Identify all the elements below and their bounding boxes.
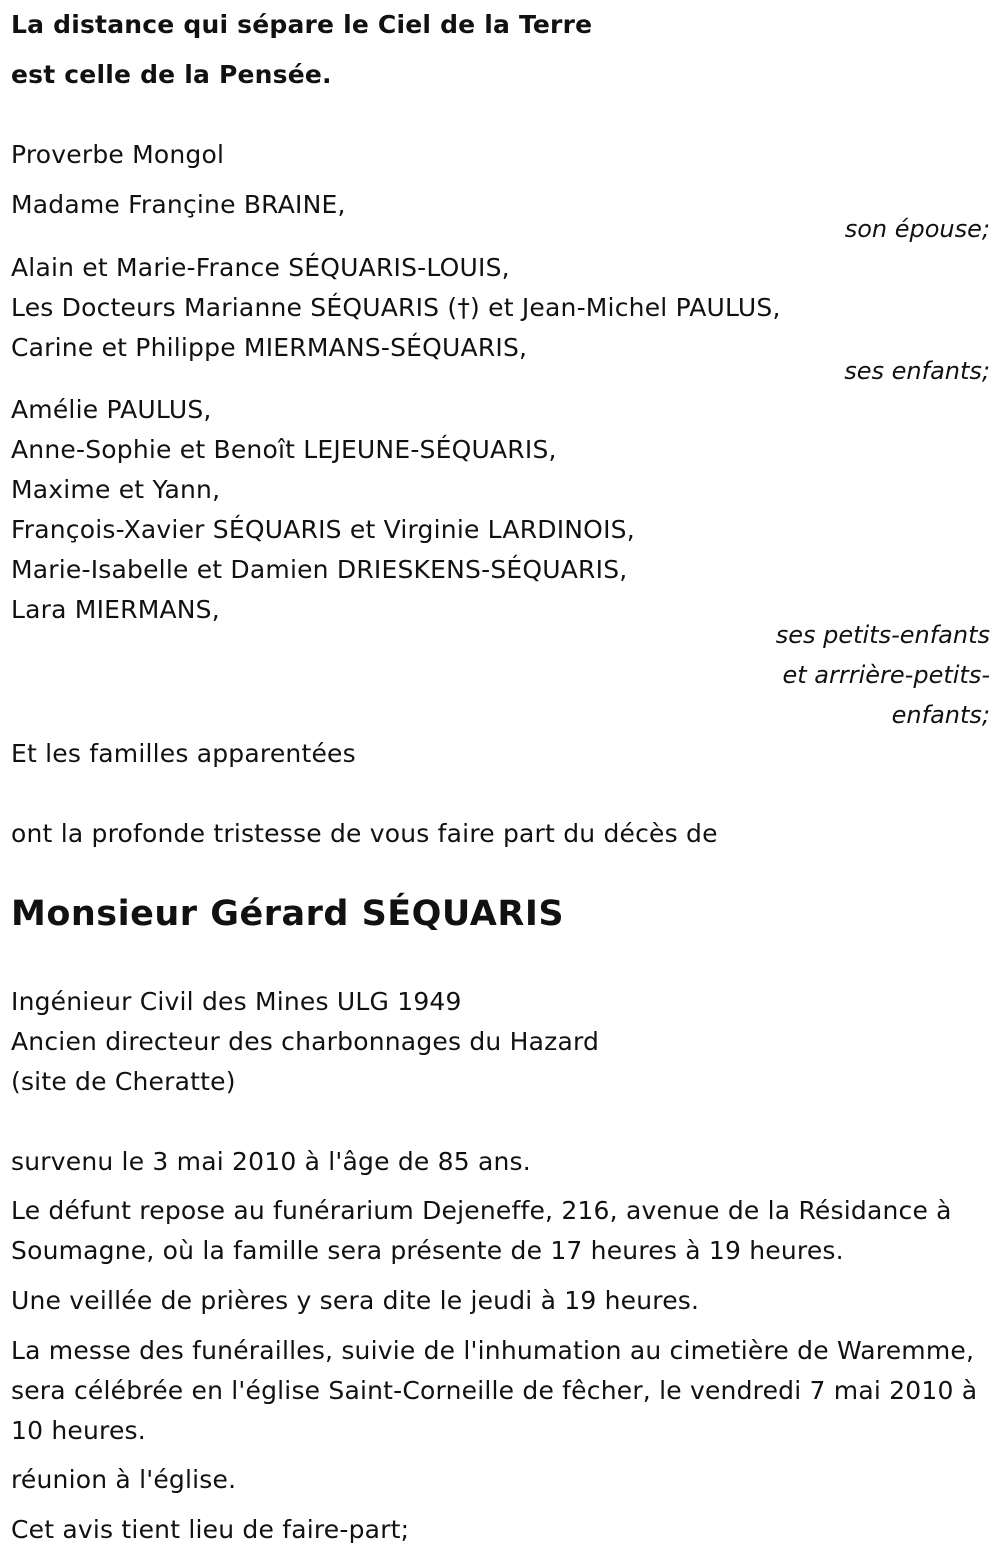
spouse-relation: son épouse; [844,215,990,243]
grandchild-entry: Amélie PAULUS, [11,395,212,424]
children-list [11,248,781,368]
grandchildren-relation-line-2: et arrrière-petits- [782,661,990,689]
funeral-info: La messe des funérailles, suivie de l'inhumation au cimetière de Waremme, sera célébrée en l'église Saint-Corneille de fêcher, le vendredi 7 mai 2010 à 10 heures. [11,1336,978,1445]
child-entry: Carine et Philippe MIERMANS-SÉQUARIS, [11,333,528,362]
epigraph-line-2: est celle de la Pensée. [11,60,332,89]
deceased-titles [11,982,599,1102]
title-line: (site de Cheratte) [11,1067,236,1096]
children-relation: ses enfants; [844,357,990,385]
grandchildren-relation-line-1: ses petits-enfants [775,621,990,649]
grandchild-entry: Anne-Sophie et Benoît LEJEUNE-SÉQUARIS, [11,435,557,464]
deceased-name: Monsieur Gérard SÉQUARIS [11,894,565,934]
proverb-source: Proverbe Mongol [11,140,225,169]
viewing-info: Le défunt repose au funérarium Dejeneffe, 216, avenue de la Résidance à Soumagne, où la famille sera présente de 17 heures à 19 heures. [11,1196,952,1265]
epigraph-line-1: La distance qui sépare le Ciel de la Terre [11,10,593,39]
spouse-name: Madame Françine BRAINE, [11,190,346,219]
gathering-info: réunion à l'église. [11,1465,237,1494]
closing-note: Cet avis tient lieu de faire-part; [11,1515,410,1544]
grandchild-entry: Lara MIERMANS, [11,595,220,624]
related-families: Et les familles apparentées [11,739,356,768]
grandchildren-relation-line-3: enfants; [891,701,990,729]
death-info: survenu le 3 mai 2010 à l'âge de 85 ans. [11,1147,531,1176]
grandchild-entry: Marie-Isabelle et Damien DRIESKENS-SÉQUARIS, [11,555,628,584]
title-line: Ancien directeur des charbonnages du Hazard [11,1027,600,1056]
grandchildren-list [11,390,635,630]
child-entry: Alain et Marie-France SÉQUARIS-LOUIS, [11,253,510,282]
announcement-text: ont la profonde tristesse de vous faire part du décès de [11,819,718,848]
child-entry: Les Docteurs Marianne SÉQUARIS (†) et Jean-Michel PAULUS, [11,293,781,322]
vigil-info: Une veillée de prières y sera dite le jeudi à 19 heures. [11,1286,700,1315]
title-line: Ingénieur Civil des Mines ULG 1949 [11,987,462,1016]
grandchild-entry: François-Xavier SÉQUARIS et Virginie LARDINOIS, [11,515,635,544]
grandchild-entry: Maxime et Yann, [11,475,221,504]
